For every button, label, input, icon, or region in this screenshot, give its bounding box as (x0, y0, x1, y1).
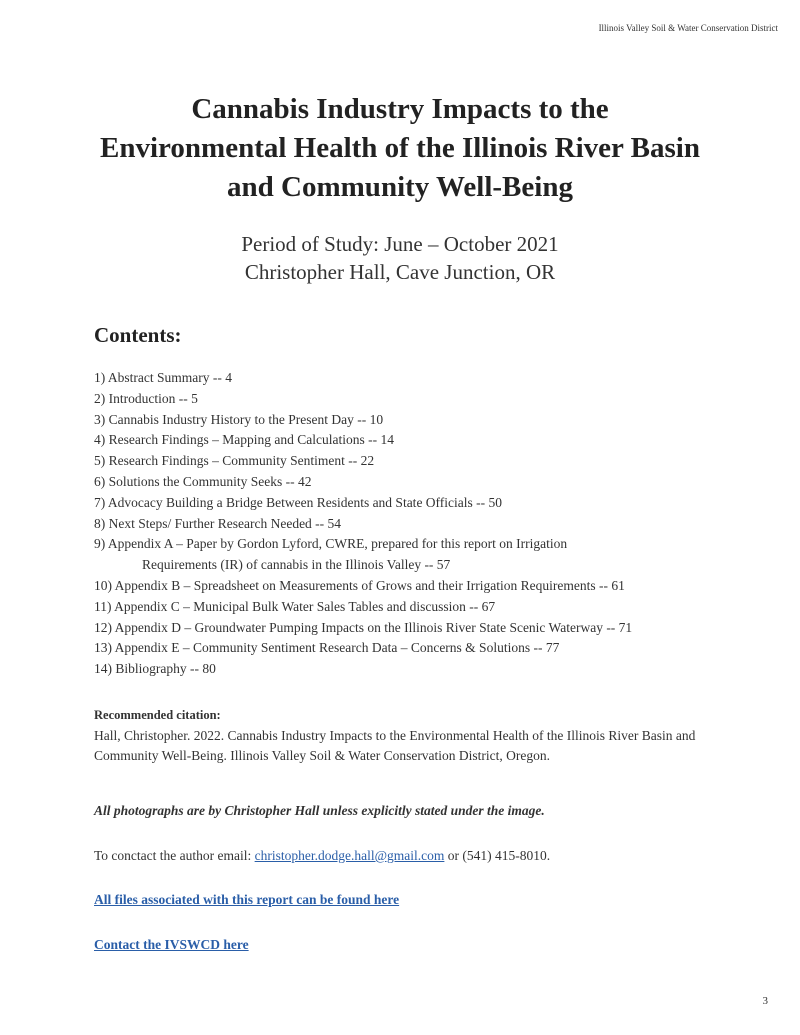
study-period: Period of Study: June – October 2021 (241, 232, 559, 256)
toc-item: 10) Appendix B – Spreadsheet on Measurements of Grows and their Irrigation Requirements -- 61 (94, 577, 625, 593)
title-line-1: Cannabis Industry Impacts to the (191, 93, 609, 125)
contact-prefix: To conctact the author email: (94, 848, 255, 863)
toc-item: 12) Appendix D – Groundwater Pumping Impacts on the Illinois River State Scenic Waterway -- 71 (94, 619, 633, 635)
toc-item: 8) Next Steps/ Further Research Needed -- 54 (94, 515, 342, 531)
title-line-2: Environmental Health of the Illinois River Basin (100, 132, 700, 164)
table-of-contents (94, 368, 734, 680)
toc-item-appendix-a-line2: Requirements (IR) of cannabis in the Illinois Valley -- 57 (142, 557, 451, 573)
contents-heading: Contents: (94, 323, 182, 347)
toc-item: 3) Cannabis Industry History to the Present Day -- 10 (94, 411, 384, 427)
author-email-link[interactable]: christopher.dodge.hall@gmail.com (254, 848, 445, 863)
photo-credit-note: All photographs are by Christopher Hall unless explicitly stated under the image. (94, 803, 545, 818)
toc-item: 2) Introduction -- 5 (94, 390, 198, 406)
toc-item: 1) Abstract Summary -- 4 (94, 370, 232, 385)
contact-line (94, 848, 550, 864)
citation-label: Recommended citation: (94, 708, 221, 722)
page-number: 3 (762, 995, 768, 1007)
toc-item: 6) Solutions the Community Seeks -- 42 (94, 473, 312, 489)
toc-item: 5) Research Findings – Community Sentiment -- 22 (94, 453, 375, 469)
toc-item-appendix-a-line1: 9) Appendix A – Paper by Gordon Lyford, CWRE, prepared for this report on Irrigation (94, 536, 568, 552)
subtitle (0, 230, 800, 286)
recommended-citation (94, 705, 714, 767)
citation-text: Hall, Christopher. 2022. Cannabis Industry Impacts to the Environmental Health of the Illinois River Basin and Community Well-Being. Illinois Valley Soil & Water Conservation District, Oregon. (94, 727, 696, 763)
contact-ivswcd-link[interactable]: Contact the IVSWCD here (94, 937, 249, 952)
contact-phone: or (541) 415-8010. (444, 848, 551, 863)
title-line-3: and Community Well-Being (227, 171, 573, 203)
toc-item: 4) Research Findings – Mapping and Calculations -- 14 (94, 432, 394, 448)
toc-item-appendix-a (94, 534, 734, 576)
toc-item: 7) Advocacy Building a Bridge Between Residents and State Officials -- 50 (94, 494, 503, 510)
document-title (0, 90, 800, 207)
toc-item: 14) Bibliography -- 80 (94, 661, 216, 677)
toc-item: 13) Appendix E – Community Sentiment Research Data – Concerns & Solutions -- 77 (94, 640, 560, 656)
files-link[interactable]: All files associated with this report can be found here (94, 892, 400, 907)
toc-item: 11) Appendix C – Municipal Bulk Water Sales Tables and discussion -- 67 (94, 598, 496, 614)
author-location: Christopher Hall, Cave Junction, OR (244, 260, 556, 284)
running-header: Illinois Valley Soil & Water Conservation District (598, 23, 778, 33)
